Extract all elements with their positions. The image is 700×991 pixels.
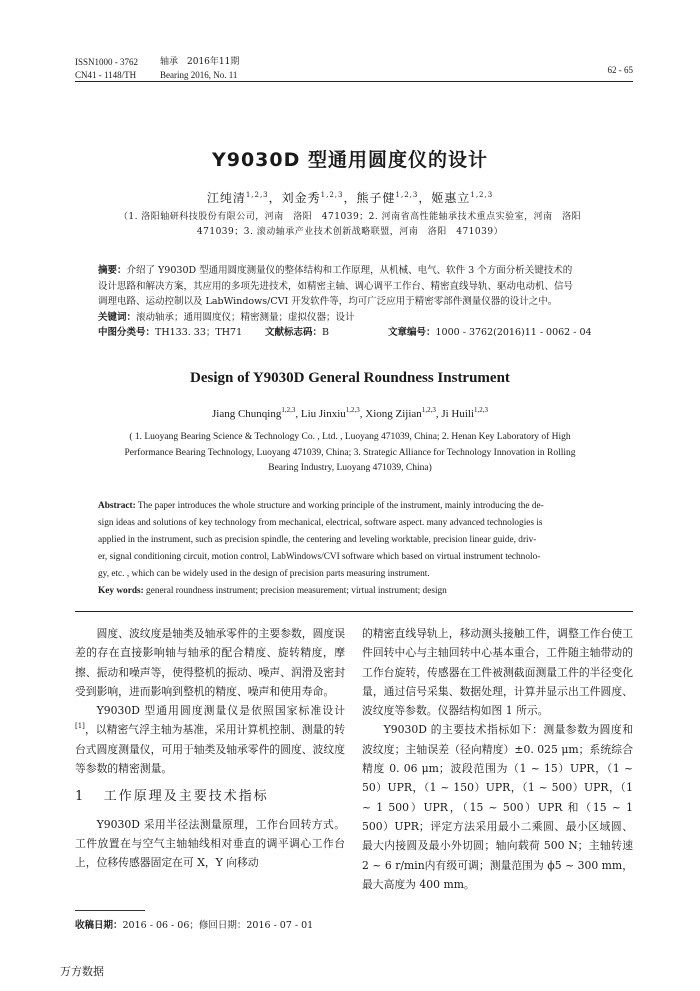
affiliation-en-line1: ( 1. Luoyang Bearing Science & Technology Co. , Ltd. , Luoyang 471039, China; 2. Henan Key Laboratory of High <box>129 432 571 442</box>
left-paragraph-1: 圆度、波纹度是轴类及轴承零件的主要参数，圆度误差的存在直接影响轴与轴承的配合精度、旋转精度，摩擦、振动和噪声等，使得整机的振动、噪声、润滑及密封受到影响，进而影响到整机的精度、噪声和使用寿命。 <box>75 627 345 698</box>
watermark: 万方数据 <box>60 965 104 978</box>
right-paragraph-1: 的精密直线导轨上，移动测头接触工件，调整工作台使工件回转中心与主轴回转中心基本重合，工件随主轴带动的工作台旋转，传感器在工件被测截面测量工件的半径变化量，通过信号采集、数据处理，计算并显示出工件圆度、波纹度等参数。仪器结构如图 1 所示。 <box>362 627 633 718</box>
abstract-cn-line3: 调理电路、运动控制以及 LabWindows/CVI 开发软件等，均可广泛应用于精密零部件测量仪器的设计之中。 <box>98 296 558 307</box>
abstract-cn-line2: 设计思路和解决方案，其应用的多项先进技术，如精密主轴、调心调平工作台、精密直线导轨、驱动电动机、信号 <box>98 280 574 292</box>
abstract-en-line5: gy, etc. , which can be widely used in the design of precision parts measuring instrument. <box>98 569 430 579</box>
affiliation-en <box>60 430 640 477</box>
left-paragraph-2-text-a: Y9030D 型通用圆度测量仪是依照国家标准设计 <box>96 704 345 718</box>
author-cn-2-sup: 1,2,3 <box>320 191 344 199</box>
doc-code: B <box>322 327 329 338</box>
abstract-cn-label: 摘要： <box>98 265 127 276</box>
author-cn-4-sup: 1,2,3 <box>470 191 494 199</box>
authors-cn: 江纯清$^{1,2,3}$，刘金秀$^{1,2,3}$，熊子健$^{1,2,3}$，姬惠立$^{1,2,3}$ <box>206 191 494 205</box>
affiliation-en-line2: Performance Bearing Technology, Luoyang 471039, China; 3. Strategic Alliance for Technology Innovation in Rolling <box>124 447 576 458</box>
abstract-en-line2: sign ideas and solutions of key technology from mechanical, electrical, software aspect. many advanced technologies is <box>98 518 543 528</box>
abstract-rule <box>75 611 633 612</box>
author-en-3-sup: 1,2,3 <box>421 406 436 414</box>
author-en-2: Liu Jinxiu <box>300 408 346 420</box>
left-paragraph-2 <box>75 701 345 778</box>
cn-number: CN41 - 1148/TH <box>75 70 137 80</box>
affiliation-cn-line2: 471039；3. 滚动轴承产业技术创新战略联盟，河南 洛阳 471039） <box>196 227 504 237</box>
classification-row <box>98 325 608 341</box>
footnote-rule <box>75 910 145 911</box>
abstract-en-line4: er, signal conditioning circuit, motion control, LabWindows/CVI software which based on virtual instrument technolo- <box>98 552 541 562</box>
affiliation-cn <box>80 210 620 240</box>
abstract-cn <box>98 263 608 341</box>
clc-label: 中图分类号： <box>98 327 156 338</box>
author-en-3: Xiong Zijian <box>365 408 422 420</box>
journal-name-cn: 轴承 2016年11期 <box>160 57 240 67</box>
left-column <box>75 624 345 873</box>
abstract-en-label: Abstract: <box>98 501 136 511</box>
footnote <box>75 917 313 931</box>
abstract-en-line3: applied in the instrument, such as precision spindle, the centering and leveling worktable, precision linear guide, driv- <box>98 535 537 545</box>
doc-code-label: 文献标志码： <box>265 327 323 338</box>
author-en-4: Ji Huili <box>441 408 475 420</box>
journal-name-en: Bearing 2016, No. 11 <box>160 70 238 80</box>
citation-ref-1: [1] <box>75 722 85 731</box>
page-range: 62 - 65 <box>607 65 633 75</box>
keywords-en: general roundness instrument; precision measurement; virtual instrument; design <box>146 586 447 596</box>
affiliation-en-line3: Bearing Industry, Luoyang 471039, China) <box>268 463 432 473</box>
keywords-cn: 滚动轴承；通用圆度仪；精密测量；虚拟仪器；设计 <box>136 311 355 323</box>
author-en-2-sup: 1,2,3 <box>345 406 360 414</box>
keywords-cn-label: 关键词： <box>98 311 137 323</box>
title-cn: Y9030D 型通用圆度仪的设计 <box>211 149 489 171</box>
section-heading-1 <box>75 787 345 806</box>
section-number: 1 <box>75 789 86 805</box>
issn: ISSN1000 - 3762 <box>75 57 139 67</box>
left-paragraph-3: Y9030D 采用半径法测量原理，工作台回转方式。工件放置在与空气主轴轴线相对垂直的调平调心工作台上，位移传感器固定在可 X，Y 向移动 <box>75 817 345 870</box>
title-en: Design of Y9030D General Roundness Instrument <box>190 370 510 386</box>
section-title: 工作原理及主要技术指标 <box>103 789 269 805</box>
author-cn-1: 江纯清 <box>206 191 246 205</box>
clc-number: TH133. 33；TH71 <box>155 327 243 338</box>
keywords-en-label: Key words: <box>98 586 144 596</box>
author-cn-3-sup: 1,2,3 <box>395 191 419 199</box>
author-cn-3: 熊子健 <box>356 191 396 205</box>
article-number: 1000 - 3762(2016)11 - 0062 - 04 <box>435 327 592 338</box>
received-date: 2016 - 06 - 06；修回日期：2016 - 07 - 01 <box>122 920 314 931</box>
abstract-en <box>98 498 610 600</box>
author-cn-1-sup: 1,2,3 <box>245 191 269 199</box>
received-date-label: 收稿日期： <box>75 920 123 931</box>
author-cn-4: 姬惠立 <box>431 191 471 205</box>
abstract-cn-line1: 介绍了 Y9030D 型通用圆度测量仪的整体结构和工作原理，从机械、电气、软件 3 个方面分析关键技术的 <box>126 265 573 276</box>
affiliation-cn-line1: （1. 洛阳轴研科技股份有限公司，河南 洛阳 471039；2. 河南省高性能轴承技术重点实验室，河南 洛阳 <box>118 212 582 222</box>
left-paragraph-2-text-b: ，以精密气浮主轴为基准，采用计算机控制、测量的转台式圆度测量仪，可用于轴类及轴承零件的圆度、波纹度等参数的精密测量。 <box>75 723 345 776</box>
right-column <box>362 624 633 894</box>
article-number-label: 文章编号： <box>388 327 436 338</box>
author-en-4-sup: 1,2,3 <box>474 406 489 414</box>
authors-en: Jiang Chunqing$^{1,2,3}$, Liu Jinxiu$^{1,2,3}$, Xiong Zijian$^{1,2,3}$, Ji Huili$^{1,2,3}$ <box>211 406 489 420</box>
abstract-en-line1: The paper introduces the whole structure and working principle of the instrument, mainly introducing the de- <box>137 501 544 511</box>
header-rule <box>75 81 633 82</box>
right-paragraph-2: Y9030D 的主要技术指标如下：测量参数为圆度和波纹度；主轴误差（径向精度）±0. 025 μm；系统综合精度 0. 06 μm；波段范围为（1 ~ 15）UPR，（1 ~ 50）UPR，（1 ~ 150）UPR，（1 ~ 500）UPR，（1 ~ 1 500）UPR，（15 ~ 500）UPR 和（15 ~ 1 500）UPR；评定方法采用最小二乘圆、最小区域圆、最大内接圆及最小外切圆；轴向载荷 500 N；主轴转速 2 ~ 6 r/min内有级可调；测量范围为 ϕ5 ~ 300 mm，最大高度为 400 mm。 <box>362 723 633 891</box>
author-en-1: Jiang Chunqing <box>211 408 282 420</box>
author-cn-2: 刘金秀 <box>281 191 321 205</box>
author-en-1-sup: 1,2,3 <box>281 406 296 414</box>
